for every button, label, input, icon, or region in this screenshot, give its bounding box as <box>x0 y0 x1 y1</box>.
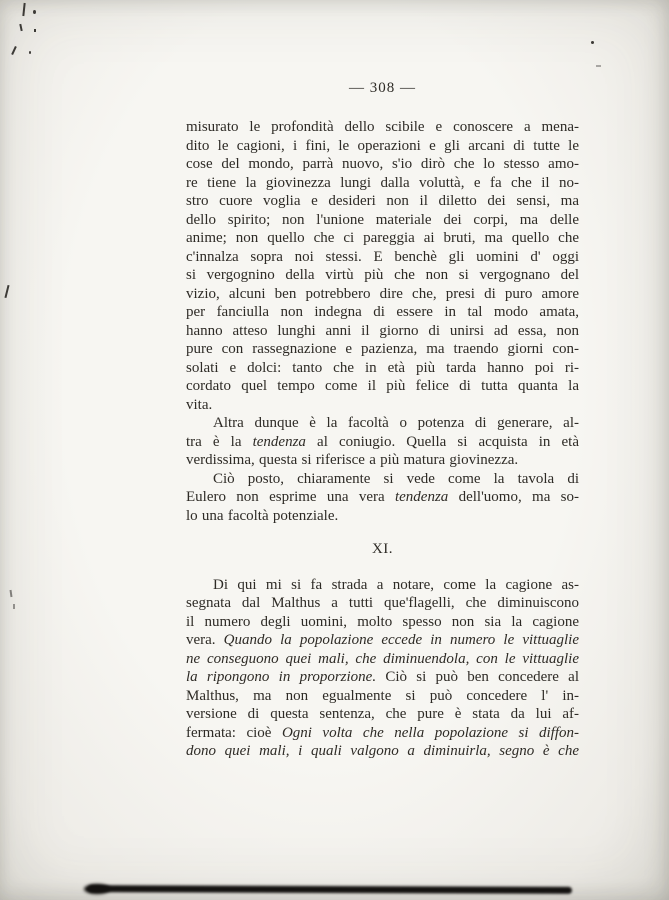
italic-text-run: ne conseguono quei mali, che diminuendola, con le vittuaglie <box>186 650 579 667</box>
text-line <box>186 322 579 341</box>
margin-ink-mark <box>4 285 9 298</box>
paragraph <box>186 576 579 761</box>
paragraph <box>186 470 579 526</box>
text-run: re tiene la giovinezza lungi dalla voluttà, e fa che il no- <box>186 174 579 191</box>
ink-mark <box>33 10 36 14</box>
text-line <box>186 285 579 304</box>
italic-text-run: dono quei mali, i quali valgono a diminuirla, segno è che <box>186 743 579 759</box>
text-run: dello spirito; non l'unione materiale dei corpi, ma delle <box>186 211 579 228</box>
text-run: vizio, alcuni ben potrebbero dire che, presi di puro amore <box>186 285 579 302</box>
text-line <box>186 650 579 669</box>
paragraph <box>186 118 579 414</box>
text-line <box>186 137 579 156</box>
text-line <box>186 433 579 452</box>
text-line <box>186 488 579 507</box>
text-run: anime; non quello che ci pareggia ai bruti, ma quello che <box>186 230 579 246</box>
text-line <box>186 266 579 285</box>
text-run: pure con rassegnazione e pazienza, ma traendo giorni con- <box>186 341 579 357</box>
text-run: Malthus, ma non egualmente si può concedere l' in- <box>186 687 579 704</box>
text-run: cose del mondo, parrà nuovo, s'io dirò che lo stesso amo- <box>186 156 579 172</box>
text-run: per fanciulla non indegna di essere in tal modo amata, <box>186 304 579 320</box>
text-run: cordato quel tempo come il più felice di tutta quanta la <box>186 378 579 394</box>
text-line <box>186 211 579 230</box>
text-run: versione di questa sentenza, che pure è stata da lui af- <box>186 706 579 722</box>
text-run: misurato le profondità dello scibile e conoscere a mena- <box>186 119 579 135</box>
section-heading: XI. <box>371 541 394 557</box>
text-line <box>186 470 579 489</box>
text-line <box>186 118 579 137</box>
text-line <box>186 155 579 174</box>
scan-bottom-shadow <box>88 885 572 894</box>
text-line <box>186 359 579 378</box>
text-line <box>186 705 579 724</box>
italic-text-run: la ripongono in proporzione. <box>186 669 377 685</box>
text-line <box>186 451 579 470</box>
text-run: dito le cagioni, i fini, le operazioni e gli arcani di tutte le <box>186 137 579 154</box>
text-line <box>186 174 579 193</box>
text-line <box>186 724 579 743</box>
text-run: Eulero non esprime una vera <box>186 489 395 505</box>
text-run: lo una facoltà potenziale. <box>186 507 339 524</box>
paragraph <box>186 414 579 470</box>
text-line <box>186 507 579 526</box>
ink-mark <box>19 24 22 31</box>
text-line <box>186 576 579 595</box>
text-run: verdissima, questa si riferisce a più matura giovinezza. <box>186 452 519 468</box>
text-run: fermata: cioè <box>186 724 282 741</box>
ink-mark <box>22 3 25 16</box>
margin-ink-mark <box>13 604 15 609</box>
italic-text-run: Quando la popolazione eccede in numero le vittuaglie <box>223 632 579 648</box>
text-run: solati e dolci: tanto che in età più tarda hanno poi ri- <box>186 359 579 376</box>
text-block <box>186 118 579 761</box>
text-line <box>186 229 579 248</box>
text-run: hanno atteso lunghi anni il giorno di unirsi ad essa, non <box>186 322 579 339</box>
text-run: al coniugio. Quella si acquista in età <box>305 433 579 450</box>
text-run: Di qui mi si fa strada a notare, come la cagione as- <box>213 576 579 593</box>
text-line <box>186 631 579 650</box>
text-line <box>186 377 579 396</box>
text-run: si vergognino della virtù più che non si vergognano del <box>186 267 579 283</box>
text-run: c'innalza sopra noi stessi. E benchè gli uomini d' oggi <box>186 248 579 265</box>
ink-mark <box>34 29 36 32</box>
text-line <box>186 396 579 415</box>
text-line <box>186 687 579 706</box>
text-line <box>186 192 579 211</box>
page-number: — 308 — <box>349 80 416 96</box>
text-run: vera. <box>186 632 224 648</box>
italic-text-run: tendenza <box>252 433 306 450</box>
text-run: Ciò posto, chiaramente si vede come la tavola di <box>213 470 579 487</box>
text-run: il numero degli uomini, molto spesso non sia la cagione <box>186 613 579 630</box>
italic-text-run: Ogni volta che nella popolazione si diffon- <box>281 724 579 741</box>
text-line <box>186 613 579 632</box>
text-line <box>186 594 579 613</box>
text-run: stro cuore voglia e desideri non il diletto dei sensi, ma <box>186 193 579 209</box>
margin-ink-mark <box>10 590 13 597</box>
text-line <box>186 668 579 687</box>
ink-mark <box>29 51 31 54</box>
ink-smear <box>596 65 601 67</box>
ink-dot <box>591 41 594 44</box>
text-line <box>186 742 579 761</box>
text-run: segnata dal Malthus a tutti que'flagelli, che diminuiscono <box>186 595 579 611</box>
text-run: vita. <box>186 396 213 413</box>
text-run: Altra dunque è la facoltà o potenza di generare, al- <box>213 415 579 431</box>
italic-text-run: tendenza <box>394 489 449 505</box>
text-run: dell'uomo, ma so- <box>448 489 579 505</box>
text-line <box>186 340 579 359</box>
text-line <box>186 248 579 267</box>
text-line <box>186 414 579 433</box>
text-run: Ciò si può ben concedere al <box>376 669 579 685</box>
text-run: tra è la <box>186 433 253 450</box>
text-line <box>186 303 579 322</box>
ink-mark <box>11 46 17 55</box>
